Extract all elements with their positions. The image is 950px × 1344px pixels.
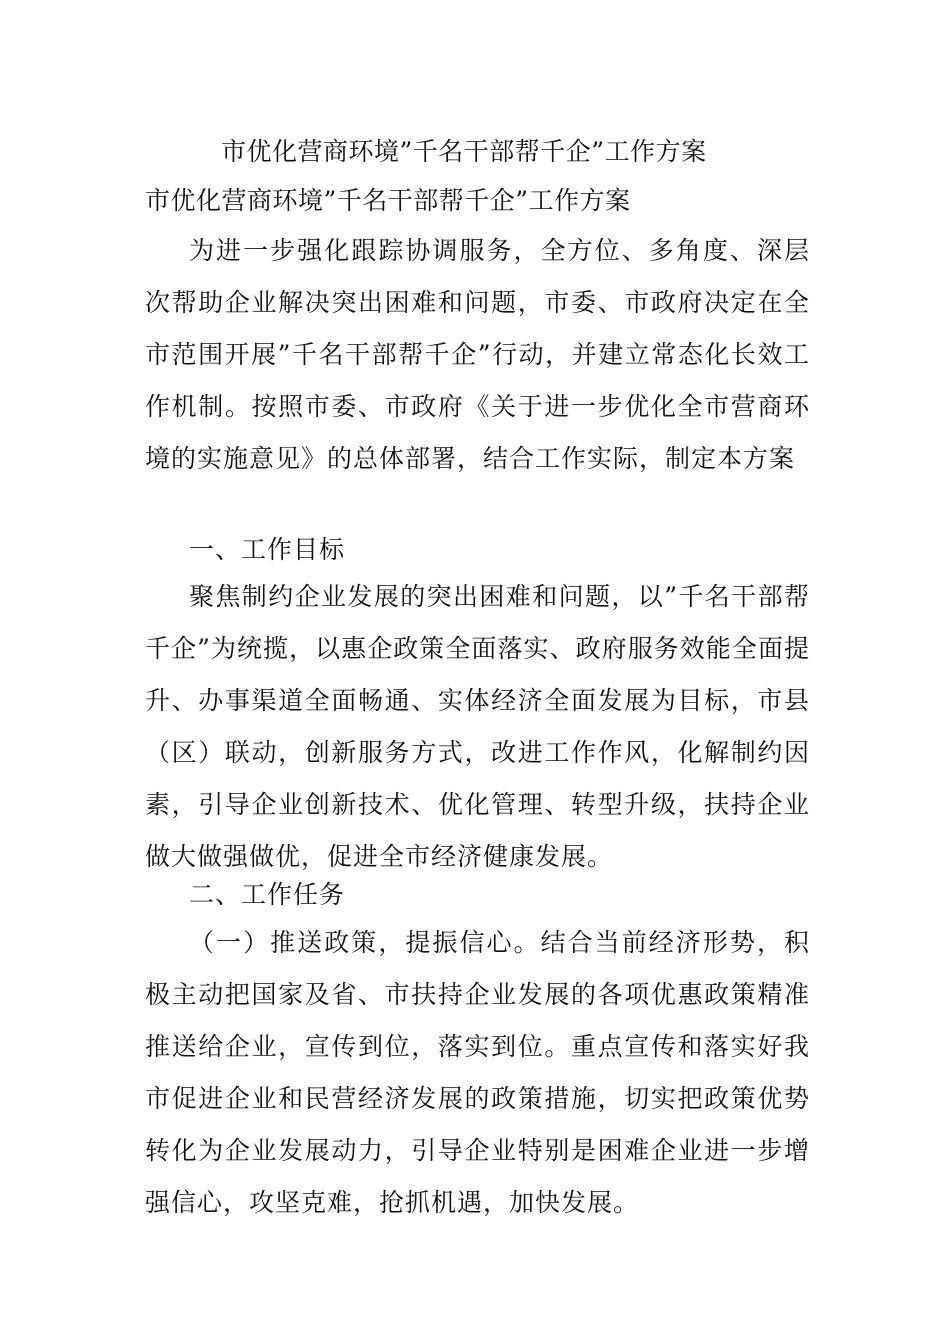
intro-section: [145, 225, 810, 485]
document-title: 市优化营商环境”千名干部帮千企”工作方案: [145, 186, 631, 215]
document-title-centered: 市优化营商环境”千名干部帮千企”工作方案: [221, 137, 707, 166]
section-heading-goals: 一、工作目标: [189, 535, 346, 564]
tasks-section: [145, 917, 810, 1229]
goals-paragraph: 聚焦制约企业发展的突出困难和问题，以”千名干部帮千企”为统揽，以惠企政策全面落实、政府服务效能全面提升、办事渠道全面畅通、实体经济全面发展为目标，市县（区）联动，创新服务方式，改进工作作风，化解制约因素，引导企业创新技术、优化管理、转型升级，扶持企业做大做强做优，促进全市经济健康发展。: [145, 582, 810, 871]
section-heading-tasks: 二、工作任务: [189, 880, 346, 909]
goals-section: [145, 571, 810, 883]
tasks-paragraph: （一）推送政策，提振信心。结合当前经济形势，积极主动把国家及省、市扶持企业发展的各项优惠政策精准推送给企业，宣传到位，落实到位。重点宣传和落实好我市促进企业和民营经济发展的政策措施，切实把政策优势转化为企业发展动力，引导企业特别是困难企业进一步增强信心，攻坚克难，抢抓机遇，加快发展。: [145, 928, 810, 1217]
intro-paragraph: 为进一步强化跟踪协调服务，全方位、多角度、深层次帮助企业解决突出困难和问题，市委、市政府决定在全市范围开展”千名干部帮千企”行动，并建立常态化长效工作机制。按照市委、市政府《关于进一步优化全市营商环境的实施意见》的总体部署，结合工作实际，制定本方案: [145, 236, 810, 473]
